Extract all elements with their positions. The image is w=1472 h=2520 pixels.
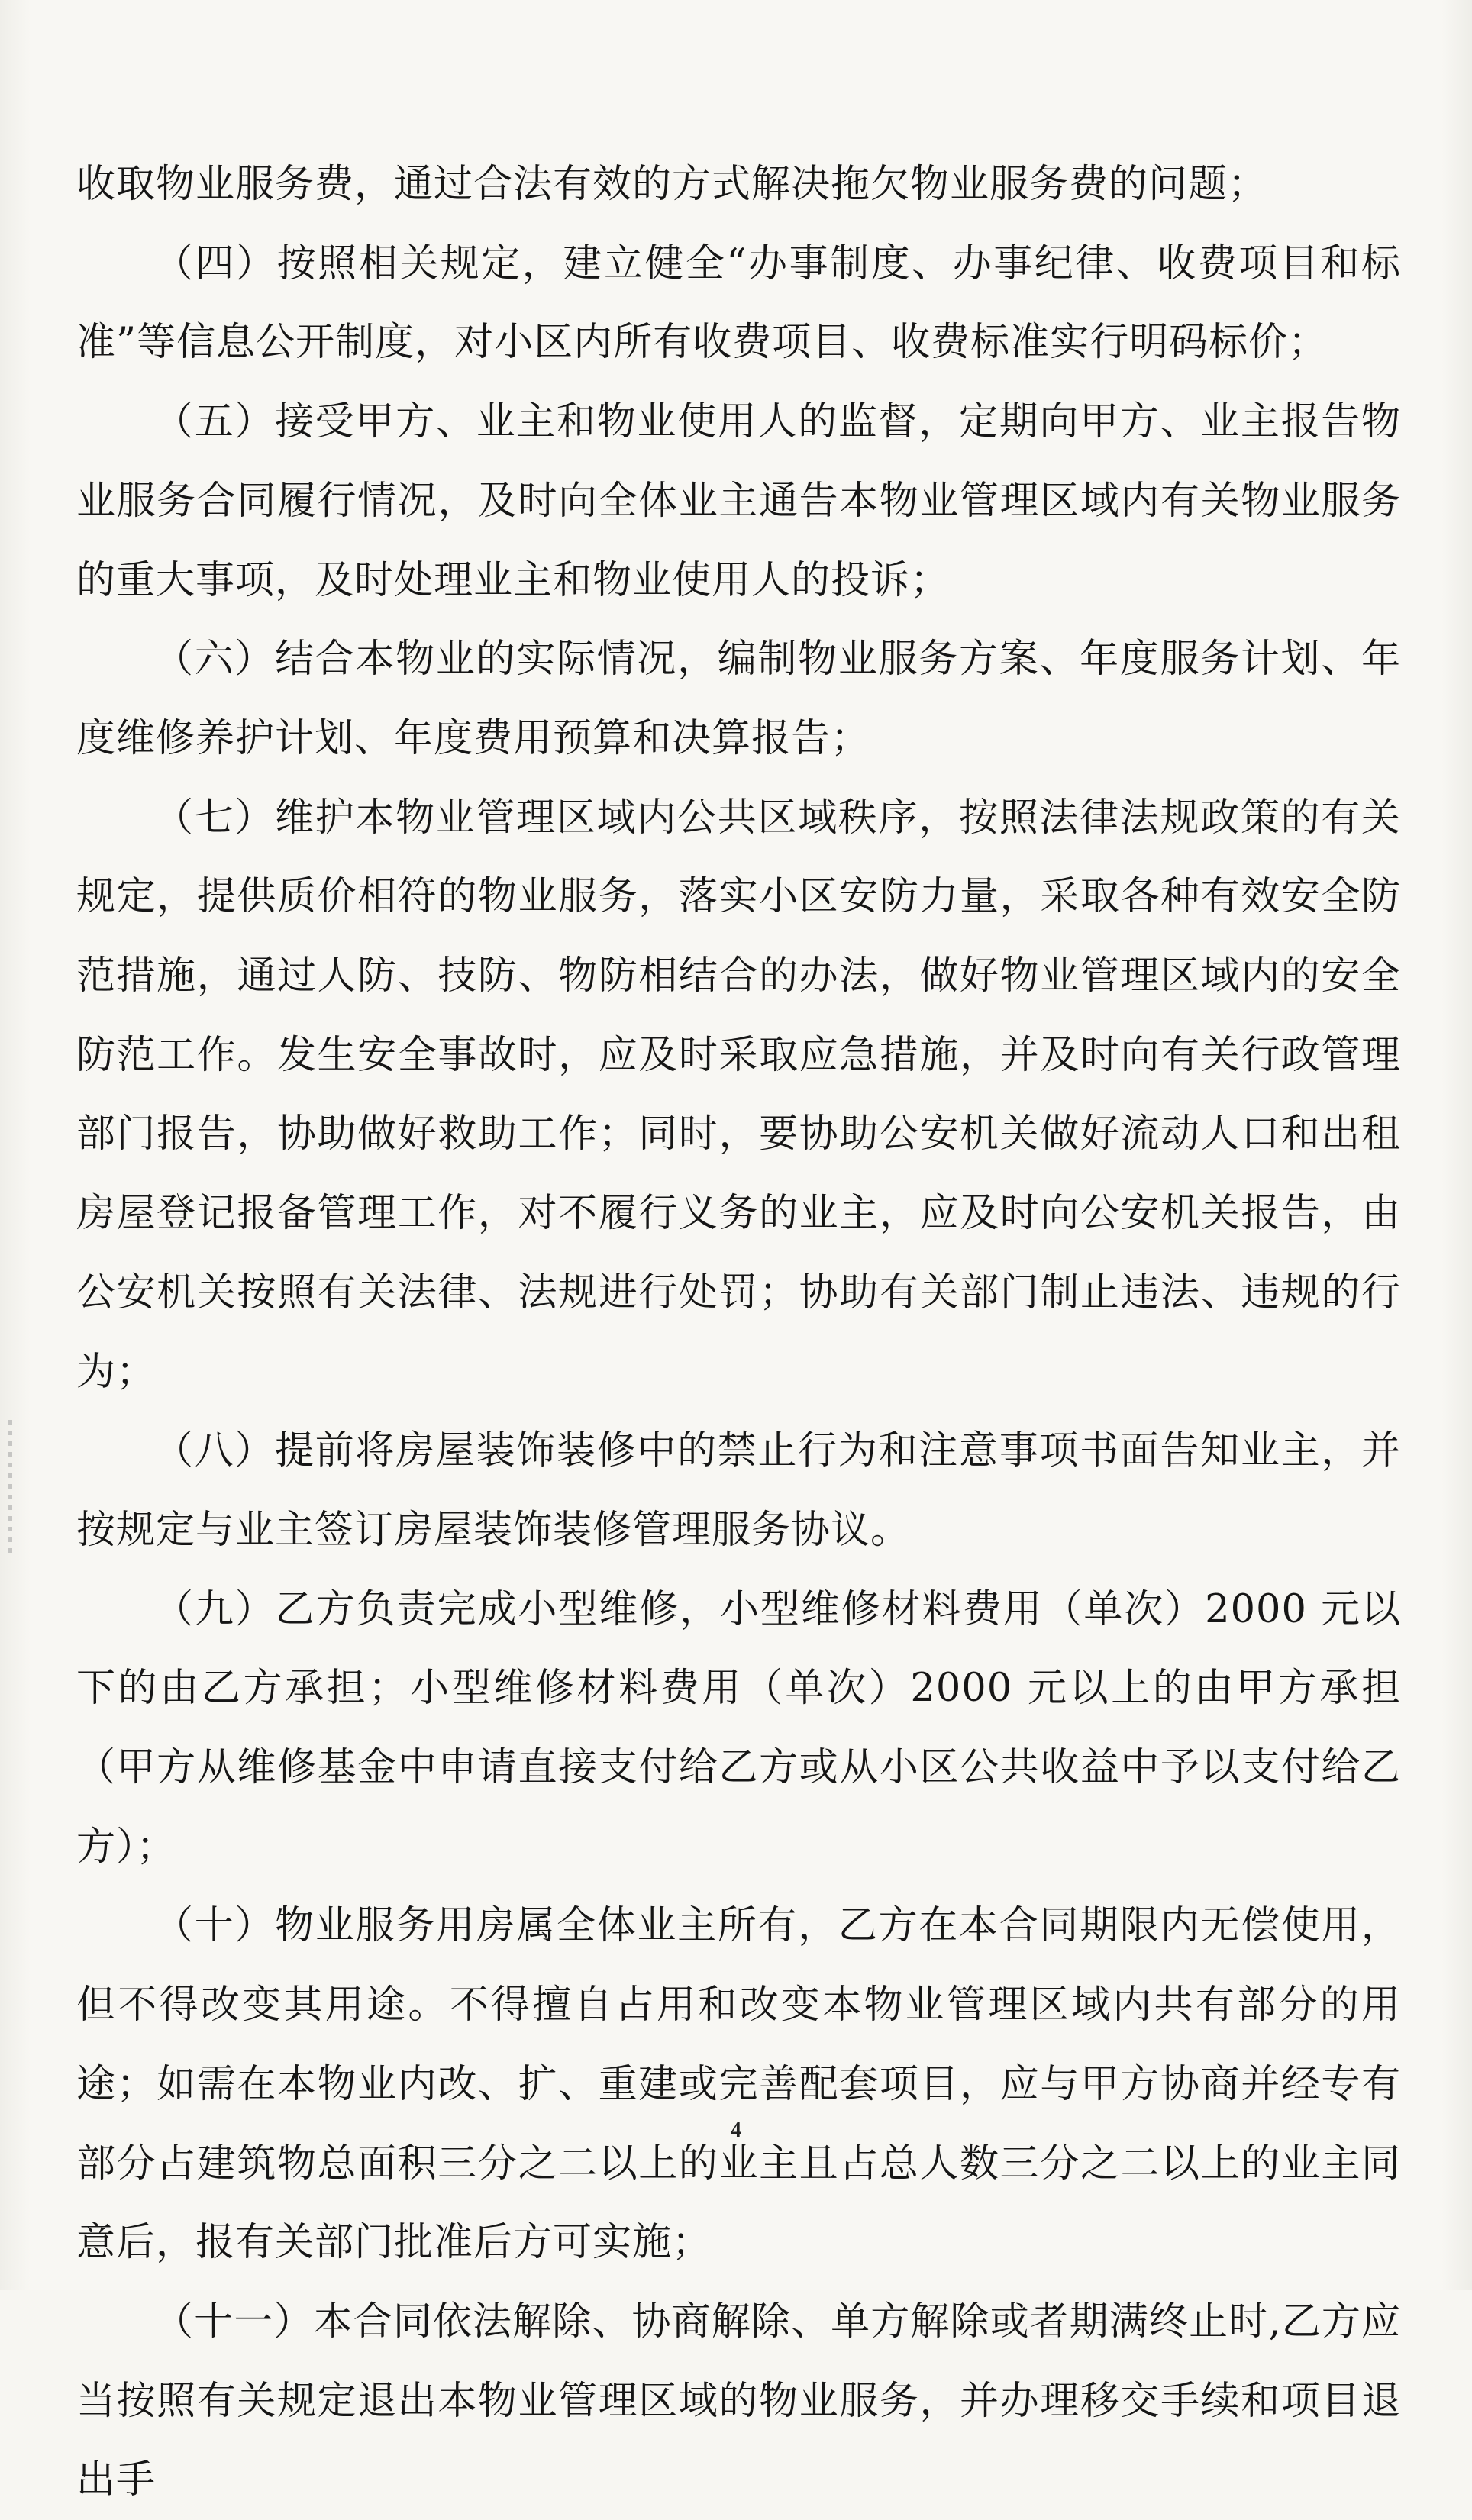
binding-marks xyxy=(8,1420,12,1557)
paragraph-item-11: （十一）本合同依法解除、协商解除、单方解除或者期满终止时,乙方应当按照有关规定退出本物业管理区域的物业服务，并办理移交手续和项目退出手 xyxy=(76,2299,1401,2503)
paragraph-item-5: （五）接受甲方、业主和物业使用人的监督，定期向甲方、业主报告物业服务合同履行情况，及时向全体业主通告本物业管理区域内有关物业服务的重大事项，及时处理业主和物业使用人的投诉； xyxy=(76,399,1401,603)
paragraph-item-10: （十）物业服务用房属全体业主所有，乙方在本合同期限内无偿使用，但不得改变其用途。不得擅自占用和改变本物业管理区域内共有部分的用途；如需在本物业内改、扩、重建或完善配套项目，应与甲方协商并经专有部分占建筑物总面积三分之二以上的业主且占总人数三分之二以上的业主同意后，报有关部门批准后方可实施； xyxy=(76,1903,1401,2266)
paragraph-item-9: （九）乙方负责完成小型维修，小型维修材料费用（单次）2000 元以下的由乙方承担；小型维修材料费用（单次）2000 元以上的由甲方承担（甲方从维修基金中申请直接支付给乙方或从小区公共收益中予以支付给乙方）； xyxy=(76,1586,1401,1870)
document-body xyxy=(76,145,1401,2520)
paragraph-item-8: （八）提前将房屋装饰装修中的禁止行为和注意事项书面告知业主，并按规定与业主签订房屋装饰装修管理服务协议。 xyxy=(76,1428,1401,1553)
paragraph-continuation: 收取物业服务费，通过合法有效的方式解决拖欠物业服务费的问题； xyxy=(76,162,1268,207)
paragraph-item-6: （六）结合本物业的实际情况，编制物业服务方案、年度服务计划、年度维修养护计划、年度费用预算和决算报告； xyxy=(76,637,1401,761)
paragraph-item-4: （四）按照相关规定，建立健全“办事制度、办事纪律、收费项目和标准”等信息公开制度，对小区内所有收费项目、收费标准实行明码标价； xyxy=(76,240,1401,366)
page-number: 4 xyxy=(731,2118,741,2142)
paragraph-item-7: （七）维护本物业管理区域内公共区域秩序，按照法律法规政策的有关规定，提供质价相符的物业服务，落实小区安防力量，采取各种有效安全防范措施，通过人防、技防、物防相结合的办法，做好物业管理区域内的安全防范工作。发生安全事故时，应及时采取应急措施，并及时向有关行政管理部门报告，协助做好救助工作；同时，要协助公安机关做好流动人口和出租房屋登记报备管理工作，对不履行义务的业主，应及时向公安机关报告，由公安机关按照有关法律、法规进行处罚；协助有关部门制止违法、违规的行为； xyxy=(76,795,1401,1395)
